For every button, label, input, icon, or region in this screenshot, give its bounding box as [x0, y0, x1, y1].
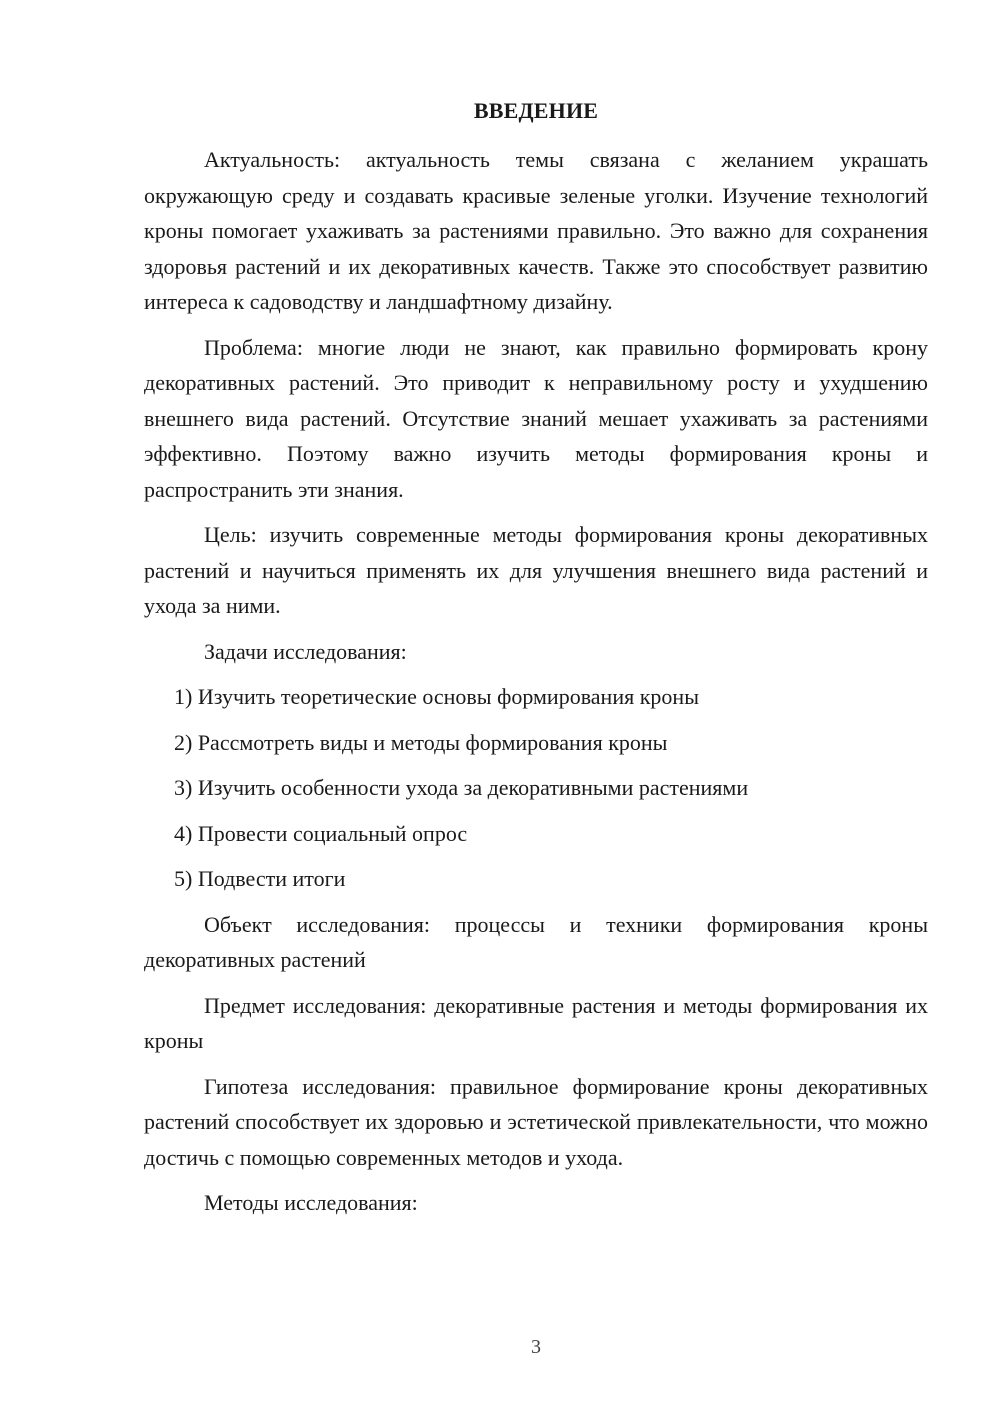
list-item: 2) Рассмотреть виды и методы формирования кроны: [174, 729, 668, 755]
document-body: [144, 142, 928, 1231]
section-heading: ВВЕДЕНИЕ: [473, 98, 599, 123]
paragraph-hypothesis: Гипотеза исследования: правильное формирование кроны декоративных растений способствует их здоровью и эстетической привлекательности, что можно достичь с помощью современных методов и ухода.: [144, 1073, 928, 1170]
list-item: 4) Провести социальный опрос: [174, 820, 468, 846]
list-item: 3) Изучить особенности ухода за декоративными растениями: [174, 775, 749, 800]
page-number: 3: [531, 1336, 541, 1358]
paragraph-goal: Цель: изучить современные методы формирования кроны декоративных растений и научиться применять их для улучшения внешнего вида растений и ухода за ними.: [144, 522, 928, 618]
paragraph-problem: Проблема: многие люди не знают, как правильно формировать крону декоративных растений. Это приводит к неправильному росту и ухудшению внешнего вида растений. Отсутствие знаний мешает ухаживать за растениями эффективно. Поэтому важно изучить методы формирования кроны и распространить эти знания.: [144, 334, 928, 502]
paragraph-tasks-heading: Задачи исследования:: [204, 638, 407, 664]
paragraph-subject: Предмет исследования: декоративные растения и методы формирования их кроны: [144, 992, 928, 1053]
list-item: 5) Подвести итоги: [174, 866, 346, 891]
paragraph-relevance: Актуальность: актуальность темы связана с желанием украшать окружающую среду и создавать красивые зеленые уголки. Изучение технологий кроны помогает ухаживать за растениями правильно. Это важно для сохранения здоровья растений и их декоративных качеств. Также это способствует развитию интереса к садоводству и ландшафтному дизайну.: [144, 147, 928, 314]
tasks-list: [144, 679, 928, 897]
list-item: 1) Изучить теоретические основы формирования кроны: [174, 684, 699, 709]
paragraph-object: Объект исследования: процессы и техники формирования кроны декоративных растений: [144, 911, 928, 972]
paragraph-methods-heading: Методы исследования:: [204, 1190, 418, 1215]
